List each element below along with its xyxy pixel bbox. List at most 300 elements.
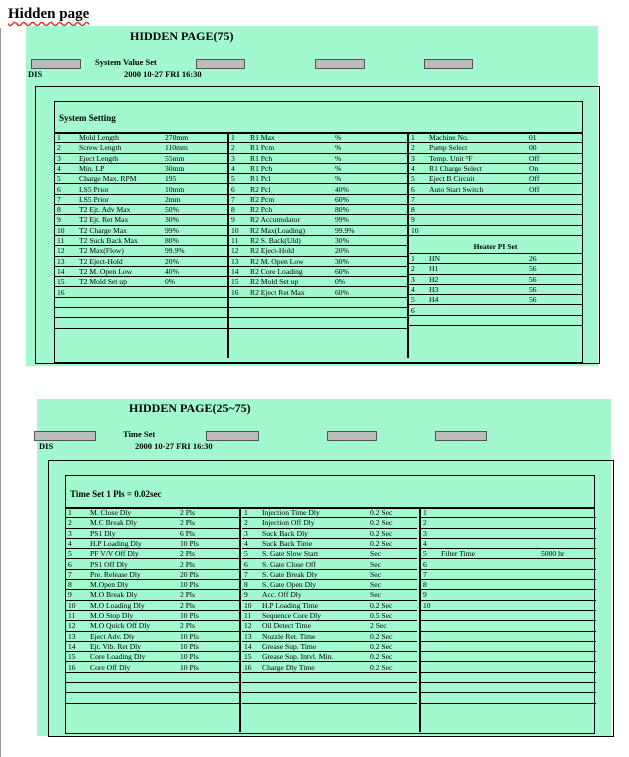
table-row <box>66 508 239 518</box>
row-label: Mold Length <box>79 133 119 142</box>
row-value[interactable]: 270mm <box>165 133 189 142</box>
table-row <box>229 288 407 298</box>
table-row <box>55 164 227 174</box>
table-row <box>229 164 407 174</box>
table-row <box>409 226 582 236</box>
row-label: Pump Select <box>429 143 468 153</box>
row-value[interactable]: 2 Pls <box>180 600 195 610</box>
row-value[interactable]: % <box>335 133 342 142</box>
table-row <box>55 298 227 308</box>
row-value[interactable]: 00 <box>529 143 537 153</box>
table-column <box>229 133 407 358</box>
row-label: PS1 Dly <box>90 528 116 538</box>
table-row <box>55 143 227 153</box>
row-number: 2 <box>57 143 61 153</box>
table-row <box>409 295 582 305</box>
row-value[interactable]: 10 Pls <box>180 641 199 651</box>
row-label: Pre. Release Dly <box>90 569 141 579</box>
row-number: 3 <box>423 528 427 538</box>
row-label: Ejt. Vib. Ret Dly <box>90 641 142 651</box>
row-number: 7 <box>244 569 248 579</box>
row-value[interactable]: Off <box>529 184 540 194</box>
table-row <box>242 529 417 539</box>
row-label: R1 Pcl <box>250 174 271 184</box>
row-value[interactable]: Off <box>529 153 540 163</box>
row-number: 14 <box>231 266 239 276</box>
row-label: Machine No. <box>429 133 469 142</box>
row-label: LS5 Prior <box>79 184 109 194</box>
row-value[interactable]: 10 Pls <box>180 538 199 548</box>
row-number: 11 <box>57 236 65 245</box>
row-value[interactable]: % <box>335 143 342 153</box>
table-row <box>229 195 407 205</box>
table-row <box>409 143 582 153</box>
table-row <box>229 133 407 143</box>
row-label: LS5 Prior <box>79 194 109 204</box>
row-value[interactable]: 0.2 Sec <box>370 600 393 610</box>
table-row <box>229 298 407 308</box>
row-number: 8 <box>57 205 61 215</box>
row-number: 6 <box>57 184 61 194</box>
table-row <box>66 570 239 580</box>
row-value[interactable]: 10 Pls <box>180 580 199 590</box>
table-row <box>55 246 227 256</box>
row-value[interactable]: 2 Pls <box>180 590 195 600</box>
row-number: 1 <box>231 133 235 142</box>
table-row <box>66 652 239 662</box>
row-value[interactable]: Sec <box>370 569 381 579</box>
row-value[interactable]: 0.2 Sec <box>370 538 393 548</box>
table-row <box>55 277 227 287</box>
table-row <box>66 580 239 590</box>
row-number: 1 <box>244 508 248 517</box>
row-number: 9 <box>244 590 248 600</box>
table-row <box>409 185 582 195</box>
row-value[interactable]: 60% <box>335 287 349 297</box>
row-value[interactable]: 10 Pls <box>180 652 199 662</box>
table-row <box>55 308 227 318</box>
table-row <box>421 549 596 559</box>
row-label: Charge Max. RPM <box>79 174 137 184</box>
row-value[interactable]: 30mm <box>165 163 185 173</box>
table-row <box>55 195 227 205</box>
row-label: S. Gate Slow Start <box>262 549 319 559</box>
row-label: PF V/V Off Dly <box>90 549 139 559</box>
row-number: 4 <box>57 163 61 173</box>
row-value[interactable]: 110mm <box>165 143 188 153</box>
row-value[interactable]: % <box>335 174 342 184</box>
display-box <box>435 431 487 441</box>
row-label: Auto Start Switch <box>429 184 484 194</box>
table-row <box>66 601 239 611</box>
table-row <box>55 257 227 267</box>
row-value[interactable]: 99% <box>335 215 349 225</box>
row-label: M.C Break Dly <box>90 518 138 528</box>
panel-subtitle: System Value Set <box>95 57 157 67</box>
row-number: 9 <box>423 590 427 600</box>
row-number: 10 <box>68 600 76 610</box>
row-value[interactable]: 99.9% <box>335 225 355 235</box>
row-number: 12 <box>244 621 252 631</box>
table-row <box>242 580 417 590</box>
table-row <box>55 174 227 184</box>
row-value[interactable]: 20 Pls <box>180 569 199 579</box>
row-label: Eject Adv. Dly <box>90 631 135 641</box>
table-row <box>409 285 582 295</box>
box-title: System Setting <box>59 113 116 123</box>
row-value[interactable]: 2mm <box>165 194 181 204</box>
table-row <box>229 226 407 236</box>
row-number: 12 <box>68 621 76 631</box>
row-value[interactable]: 5000 hr <box>541 549 565 559</box>
table-row <box>242 590 417 600</box>
row-number: 14 <box>244 641 252 651</box>
row-label: Sequence Core Dly <box>262 611 322 620</box>
dis-label: DIS <box>28 69 43 79</box>
row-value[interactable]: 2 Pls <box>180 559 195 569</box>
row-number: 9 <box>68 590 72 600</box>
row-value[interactable]: 56 <box>529 274 537 284</box>
row-value[interactable]: 01 <box>529 133 537 142</box>
table-row <box>229 257 407 267</box>
row-value[interactable]: 0% <box>165 277 176 287</box>
row-label: Eject Length <box>79 153 119 163</box>
table-row <box>242 673 417 683</box>
row-label: R2 Max(Loading) <box>250 225 306 235</box>
row-value[interactable]: 30% <box>335 256 349 266</box>
row-value[interactable]: 80% <box>165 236 179 245</box>
row-number: 6 <box>411 305 415 315</box>
row-number: 13 <box>57 256 65 266</box>
table-row <box>66 590 239 600</box>
row-number: 2 <box>411 143 415 153</box>
table-row <box>229 246 407 256</box>
table-row <box>409 316 582 326</box>
row-value[interactable]: 6 Pls <box>180 528 195 538</box>
row-value[interactable]: 40% <box>165 266 179 276</box>
table-row <box>66 663 239 673</box>
row-value[interactable]: 0.5 Sec <box>370 611 393 620</box>
table-row <box>66 683 239 693</box>
table-row <box>421 518 596 528</box>
row-label: R2 Pcm <box>250 194 275 204</box>
row-label: T2 Ejt. Ret Max <box>79 215 129 225</box>
row-number: 13 <box>231 256 239 266</box>
display-box <box>196 59 245 69</box>
table-column <box>421 508 596 732</box>
table-row <box>66 560 239 570</box>
table-column <box>55 133 227 358</box>
row-value[interactable]: 0.2 Sec <box>370 652 393 662</box>
row-label: Suck Back Time <box>262 538 313 548</box>
row-value[interactable]: Off <box>529 174 540 184</box>
row-number: 3 <box>244 528 248 538</box>
row-number: 3 <box>68 528 72 538</box>
row-label: Injection Time Dly <box>262 508 320 517</box>
table-row <box>66 549 239 559</box>
table-row <box>421 601 596 611</box>
row-number: 9 <box>411 215 415 225</box>
row-label: Nozzle Ret. Time <box>262 631 316 641</box>
table-row <box>242 539 417 549</box>
row-number: 8 <box>423 580 427 590</box>
row-value[interactable]: Sec <box>370 580 381 590</box>
table-row <box>409 275 582 285</box>
row-label: H2 <box>429 274 439 284</box>
row-label: R2 S. Back(Uld) <box>250 236 301 245</box>
row-label: Grease Sup. Time <box>262 641 317 651</box>
table-row <box>66 673 239 683</box>
row-label: S. Gate Open Dly <box>262 580 316 590</box>
row-value[interactable]: 20% <box>335 246 349 256</box>
row-number: 14 <box>68 641 76 651</box>
table-row <box>229 318 407 328</box>
row-number: 16 <box>57 287 65 297</box>
table-row <box>421 611 596 621</box>
row-value[interactable]: 10 Pls <box>180 631 199 641</box>
row-value[interactable]: 99.9% <box>165 246 185 256</box>
table-row <box>55 185 227 195</box>
row-number: 1 <box>411 133 415 142</box>
row-number: 5 <box>411 174 415 184</box>
page-title: Hidden page <box>8 6 90 22</box>
display-box <box>206 431 259 441</box>
row-value[interactable]: % <box>335 163 342 173</box>
row-value[interactable]: Sec <box>370 559 381 569</box>
row-label: R2 Pch <box>250 205 273 215</box>
row-number: 5 <box>231 174 235 184</box>
system-setting-box <box>54 101 583 363</box>
row-number: 7 <box>411 194 415 204</box>
table-column <box>66 508 239 732</box>
table-row <box>55 154 227 164</box>
row-label: R1 Max <box>250 133 275 142</box>
table-row <box>421 693 596 703</box>
row-value[interactable]: 56 <box>529 295 537 305</box>
row-value[interactable]: 80% <box>335 205 349 215</box>
row-value[interactable]: 2 Pls <box>180 549 195 559</box>
row-label: R2 M. Open Low <box>250 256 304 266</box>
table-row <box>421 652 596 662</box>
row-number: 8 <box>244 580 248 590</box>
row-value[interactable]: 10mm <box>165 184 185 194</box>
row-value[interactable]: 60% <box>335 194 349 204</box>
row-label: H1 <box>429 264 439 274</box>
system-value-panel <box>26 26 598 366</box>
display-box <box>424 59 473 69</box>
row-value[interactable]: 10 Pls <box>180 611 199 620</box>
row-label: M.O Loading Dly <box>90 600 145 610</box>
panel-subtitle: Time Set <box>123 429 156 439</box>
row-label: Eject B Circuit <box>429 174 475 184</box>
row-number: 7 <box>231 194 235 204</box>
row-label: R2 Accumulator <box>250 215 300 225</box>
display-box <box>34 431 96 441</box>
table-row <box>229 277 407 287</box>
display-box <box>31 59 81 69</box>
table-row <box>66 621 239 631</box>
row-value[interactable]: 20% <box>165 256 179 266</box>
table-row <box>229 143 407 153</box>
row-label: PS1 Off Dly <box>90 559 128 569</box>
table-row <box>242 693 417 703</box>
row-label: T2 Suck Back Max <box>79 236 138 245</box>
row-number: 14 <box>57 266 65 276</box>
row-number: 6 <box>423 559 427 569</box>
row-value[interactable]: 0.2 Sec <box>370 662 393 672</box>
row-label: Core Off Dly <box>90 662 131 672</box>
row-value[interactable]: 2 Sec <box>370 621 387 631</box>
row-value[interactable]: 2 Pls <box>180 518 195 528</box>
table-row <box>66 611 239 621</box>
table-column <box>242 508 417 732</box>
row-label: R2 Eject Ret Max <box>250 287 305 297</box>
row-label: R2 Eject-Hold <box>250 246 295 256</box>
table-row <box>229 154 407 164</box>
table-row <box>55 215 227 225</box>
row-label: R1 Pch <box>250 153 273 163</box>
row-value[interactable]: 60% <box>335 266 349 276</box>
table-row <box>55 133 227 143</box>
row-number: 7 <box>423 569 427 579</box>
row-label: R2 Mold Set up <box>250 277 299 287</box>
table-row <box>55 288 227 298</box>
row-label: Filter Time <box>441 549 475 559</box>
row-label: Min. LP <box>79 163 105 173</box>
table-row <box>66 529 239 539</box>
row-value[interactable]: 26 <box>529 254 537 263</box>
table-row <box>409 264 582 274</box>
row-number: 9 <box>231 215 235 225</box>
row-number: 4 <box>411 163 415 173</box>
row-value[interactable]: Sec <box>370 549 381 559</box>
row-number: 4 <box>68 538 72 548</box>
row-label: Injection Off Dly <box>262 518 315 528</box>
row-number: 2 <box>244 518 248 528</box>
row-number: 11 <box>68 611 76 620</box>
row-value[interactable]: 50% <box>165 205 179 215</box>
row-value[interactable]: 99% <box>165 225 179 235</box>
row-value[interactable]: 0.2 Sec <box>370 631 393 641</box>
row-number: 6 <box>231 184 235 194</box>
row-number: 10 <box>57 225 65 235</box>
row-label: M.Open Dly <box>90 580 129 590</box>
row-number: 5 <box>411 295 415 305</box>
table-row <box>242 570 417 580</box>
row-number: 2 <box>411 264 415 274</box>
row-value[interactable]: 10 Pls <box>180 662 199 672</box>
table-row <box>242 508 417 518</box>
row-number: 1 <box>68 508 72 517</box>
row-value[interactable]: 0.2 Sec <box>370 528 393 538</box>
row-number: 15 <box>231 277 239 287</box>
table-row <box>229 185 407 195</box>
row-number: 4 <box>423 538 427 548</box>
row-value[interactable]: 195 <box>165 174 177 184</box>
row-number: 10 <box>411 225 419 235</box>
table-row <box>66 518 239 528</box>
table-row <box>409 215 582 225</box>
row-number: 1 <box>411 254 415 263</box>
row-number: 5 <box>244 549 248 559</box>
row-number: 8 <box>411 205 415 215</box>
table-row <box>229 215 407 225</box>
row-value[interactable]: 0.2 Sec <box>370 508 393 517</box>
row-label: Acc. Off Dly <box>262 590 302 600</box>
row-number: 10 <box>244 600 252 610</box>
row-value[interactable]: 56 <box>529 264 537 274</box>
settings-table <box>55 133 582 358</box>
table-row <box>66 693 239 703</box>
row-label: T2 Ejt. Adv Max <box>79 205 131 215</box>
row-value[interactable]: On <box>529 163 539 173</box>
row-value[interactable]: 2 Pls <box>180 621 195 631</box>
row-number: 15 <box>244 652 252 662</box>
row-value[interactable]: 56 <box>529 284 537 294</box>
row-label: Charge Dly Time <box>262 662 315 672</box>
table-row <box>242 652 417 662</box>
row-value[interactable]: 0.2 Sec <box>370 641 393 651</box>
row-number: 9 <box>57 215 61 225</box>
table-row <box>409 133 582 143</box>
row-number: 11 <box>231 236 239 245</box>
row-value[interactable]: 0.2 Sec <box>370 518 393 528</box>
row-value[interactable]: 30% <box>335 236 349 245</box>
row-number: 3 <box>411 153 415 163</box>
table-row <box>55 318 227 328</box>
row-number: 12 <box>231 246 239 256</box>
row-value[interactable]: 30% <box>165 215 179 225</box>
row-number: 3 <box>411 274 415 284</box>
table-row <box>229 308 407 318</box>
row-number: 5 <box>57 174 61 184</box>
table-row <box>421 508 596 518</box>
row-value[interactable]: 2 Pls <box>180 508 195 517</box>
table-row <box>409 154 582 164</box>
row-value[interactable]: % <box>335 153 342 163</box>
row-label: T2 Charge Max <box>79 225 127 235</box>
row-label: T2 Mold Set up <box>79 277 127 287</box>
row-number: 6 <box>244 559 248 569</box>
table-row <box>421 570 596 580</box>
row-label: Screw Length <box>79 143 122 153</box>
row-value[interactable]: 0% <box>335 277 346 287</box>
row-number: 5 <box>423 549 427 559</box>
table-row <box>229 236 407 246</box>
table-row <box>66 642 239 652</box>
table-row <box>229 174 407 184</box>
row-value[interactable]: 55mm <box>165 153 185 163</box>
row-number: 13 <box>68 631 76 641</box>
row-number: 16 <box>68 662 76 672</box>
row-label: H.P Loading Time <box>262 600 319 610</box>
row-number: 1 <box>57 133 61 142</box>
row-value[interactable]: Sec <box>370 590 381 600</box>
row-label: HN <box>429 254 440 263</box>
row-number: 3 <box>57 153 61 163</box>
table-row <box>55 205 227 215</box>
row-label: R1 Pch <box>250 163 273 173</box>
table-row <box>421 663 596 673</box>
row-label: Core Loading Dly <box>90 652 146 662</box>
table-row <box>242 611 417 621</box>
table-row <box>421 673 596 683</box>
table-row <box>55 267 227 277</box>
table-row <box>242 663 417 673</box>
row-value[interactable]: 40% <box>335 184 349 194</box>
table-row <box>242 642 417 652</box>
table-row <box>421 621 596 631</box>
